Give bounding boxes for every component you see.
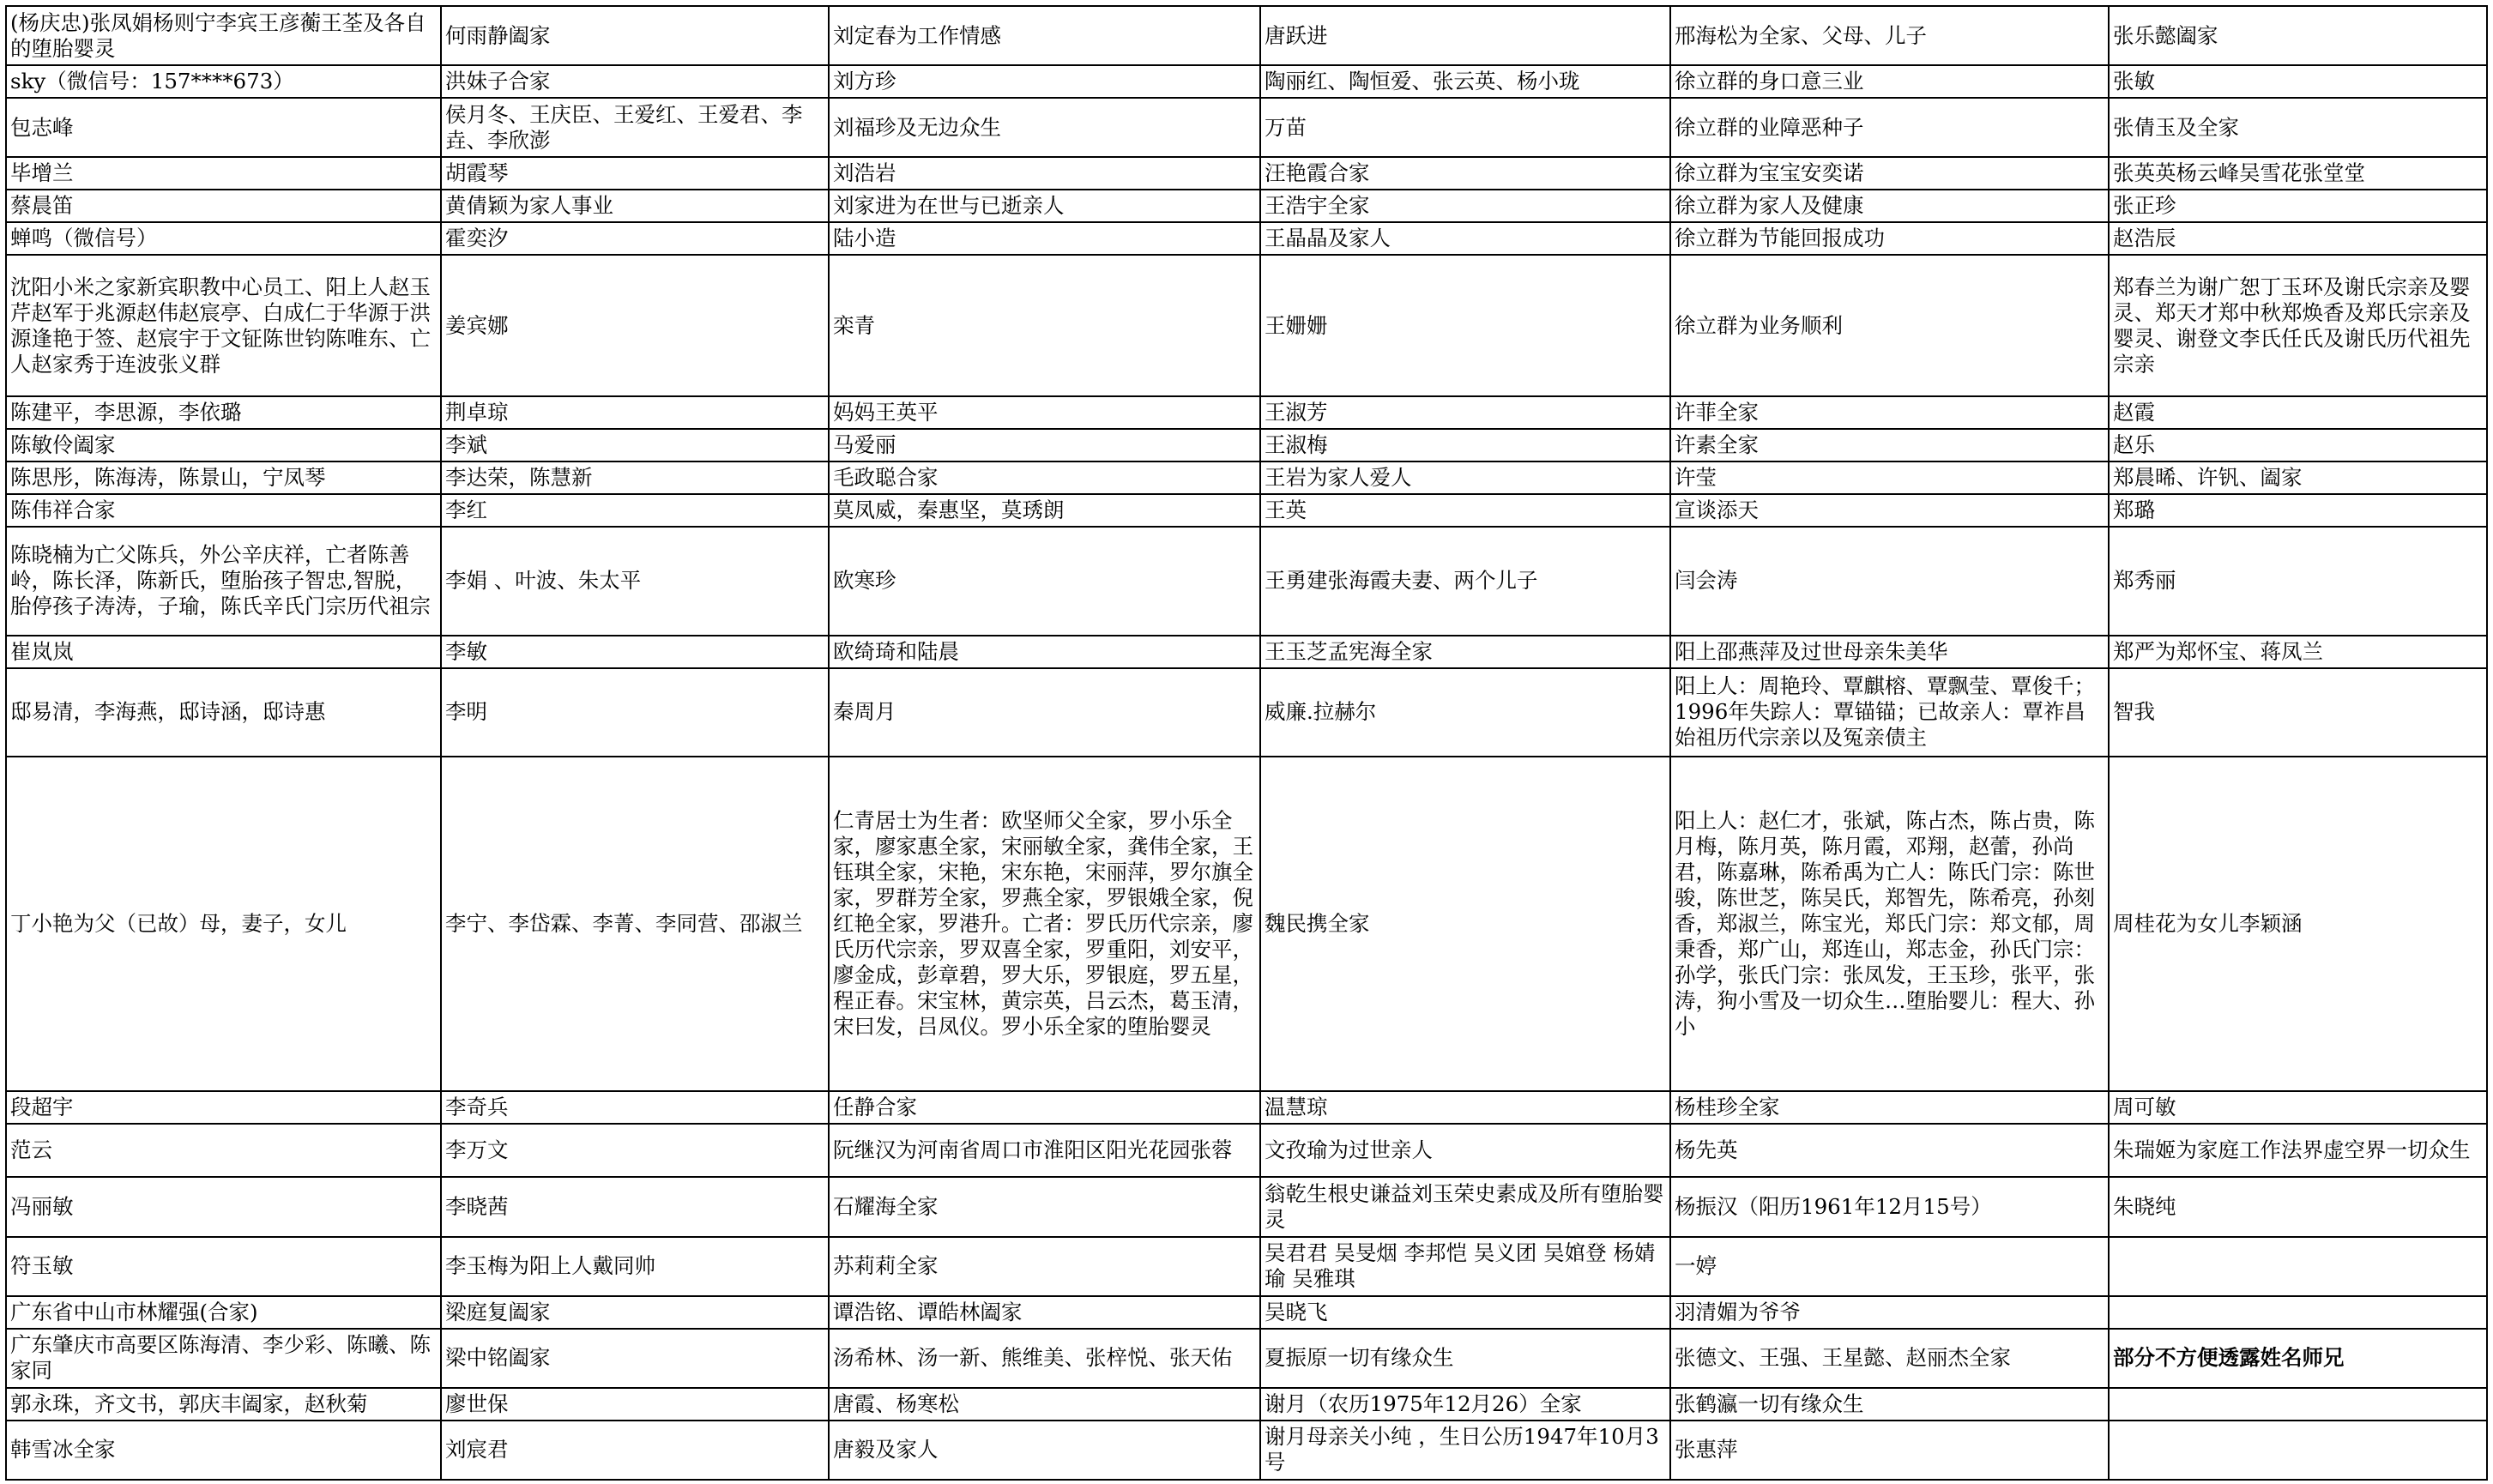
table-cell: 何雨静阖家 [441, 6, 829, 65]
table-cell: 徐立群为家人及健康 [1670, 190, 2109, 222]
table-cell: 广东肇庆市高要区陈海清、李少彩、陈曦、陈家同 [6, 1329, 441, 1388]
table-row [6, 157, 2487, 190]
table-cell: 徐立群为宝宝安奕诺 [1670, 157, 2109, 190]
table-cell: 仁青居士为生者：欧坚师父全家，罗小乐全家，廖家惠全家，宋丽敏全家，龚伟全家，王钰琪全家，宋艳，宋东艳，宋丽萍，罗尔旗全家，罗群芳全家，罗燕全家，罗银娥全家，倪红艳全家，罗港升。亡者：罗氏历代宗亲，廖氏历代宗亲，罗双喜全家，罗重阳，刘安平，廖金成，彭章碧，罗大乐，罗银庭，罗五星，程正春。宋宝林，黄宗英，吕云杰，葛玉清，宋曰发，吕凤仪。罗小乐全家的堕胎婴灵 [829, 757, 1260, 1091]
table-cell: 霍奕汐 [441, 222, 829, 255]
table-cell: 李万文 [441, 1124, 829, 1177]
table-cell: 郭永珠，齐文书，郭庆丰阖家，赵秋菊 [6, 1388, 441, 1421]
table-cell: 郑秀丽 [2109, 527, 2487, 636]
table-cell: 赵霞 [2109, 396, 2487, 429]
table-cell: 王姗姗 [1260, 255, 1670, 396]
table-cell: 朱晓纯 [2109, 1177, 2487, 1236]
table-cell: 石耀海全家 [829, 1177, 1260, 1236]
table-cell: 夏振原一切有缘众生 [1260, 1329, 1670, 1388]
table-cell: 文孜瑜为过世亲人 [1260, 1124, 1670, 1177]
table-cell: 荆卓琼 [441, 396, 829, 429]
table-cell: sky（微信号：157****673） [6, 65, 441, 98]
table-cell: 范云 [6, 1124, 441, 1177]
names-table-body [6, 6, 2487, 1480]
table-cell: 郑严为郑怀宝、蒋凤兰 [2109, 636, 2487, 668]
table-cell: 包志峰 [6, 98, 441, 157]
table-cell: 沈阳小米之家新宾职教中心员工、阳上人赵玉芹赵军于兆源赵伟赵宸亭、白成仁于华源于洪源逢艳于签、赵宸宇于文钲陈世钧陈唯东、亡人赵家秀于连波张义群 [6, 255, 441, 396]
table-cell: 莫凤威，秦惠坚，莫琇朗 [829, 494, 1260, 527]
table-cell: 栾青 [829, 255, 1260, 396]
table-row [6, 255, 2487, 396]
table-cell: 张英英杨云峰吴雪花张堂堂 [2109, 157, 2487, 190]
table-cell [2109, 1296, 2487, 1329]
table-cell: 郑璐 [2109, 494, 2487, 527]
table-row [6, 1421, 2487, 1480]
table-cell: (杨庆忠)张凤娟杨则宁李宾王彦蘅王荃及各自的堕胎婴灵 [6, 6, 441, 65]
table-cell [2109, 1388, 2487, 1421]
table-cell: 张倩玉及全家 [2109, 98, 2487, 157]
table-cell: 吴晓飞 [1260, 1296, 1670, 1329]
table-cell: 万苗 [1260, 98, 1670, 157]
table-cell: 周桂花为女儿李颖涵 [2109, 757, 2487, 1091]
table-cell: 王勇建张海霞夫妻、两个儿子 [1260, 527, 1670, 636]
table-cell: 胡霞琴 [441, 157, 829, 190]
table-cell: 王淑梅 [1260, 429, 1670, 461]
table-cell: 赵乐 [2109, 429, 2487, 461]
table-cell: 梁庭复阖家 [441, 1296, 829, 1329]
table-cell: 李达荣，陈慧新 [441, 461, 829, 494]
table-cell: 陈晓楠为亡父陈兵，外公辛庆祥，亡者陈善岭，陈长泽，陈新氏，堕胎孩子智忠,智脱，胎停孩子涛涛，子瑜，陈氏辛氏门宗历代祖宗 [6, 527, 441, 636]
table-cell: 李娟 、叶波、朱太平 [441, 527, 829, 636]
table-cell: 杨振汉（阳历1961年12月15号） [1670, 1177, 2109, 1236]
table-cell: 朱瑞姬为家庭工作法界虚空界一切众生 [2109, 1124, 2487, 1177]
table-cell: 韩雪冰全家 [6, 1421, 441, 1480]
table-cell: 赵浩辰 [2109, 222, 2487, 255]
table-cell: 梁中铭阖家 [441, 1329, 829, 1388]
table-cell: 许素全家 [1670, 429, 2109, 461]
table-cell: 刘宸君 [441, 1421, 829, 1480]
table-row [6, 1177, 2487, 1236]
table-cell: 羽清媚为爷爷 [1670, 1296, 2109, 1329]
table-cell [2109, 1421, 2487, 1480]
table-row [6, 494, 2487, 527]
table-cell: 毛政聪合家 [829, 461, 1260, 494]
table-cell: 徐立群为节能回报成功 [1670, 222, 2109, 255]
table-cell: 广东省中山市林耀强(合家) [6, 1296, 441, 1329]
table-cell: 邸易清，李海燕，邸诗涵，邸诗惠 [6, 668, 441, 757]
table-cell: 一婷 [1670, 1237, 2109, 1296]
table-cell: 温慧琼 [1260, 1091, 1670, 1124]
table-cell: 符玉敏 [6, 1237, 441, 1296]
table-row [6, 429, 2487, 461]
table-cell: 唐跃进 [1260, 6, 1670, 65]
table-row [6, 190, 2487, 222]
table-cell: 陈思彤，陈海涛，陈景山，宁凤琴 [6, 461, 441, 494]
table-cell: 阳上人：周艳玲、覃麒榕、覃飘莹、覃俊千；1996年失踪人：覃锚锚；已故亲人：覃祚昌始祖历代宗亲以及冤亲债主 [1670, 668, 2109, 757]
table-cell: 陈敏伶阖家 [6, 429, 441, 461]
table-cell: 智我 [2109, 668, 2487, 757]
table-cell: 廖世保 [441, 1388, 829, 1421]
table-cell: 宣谈添天 [1670, 494, 2109, 527]
table-cell: 阳上邵燕萍及过世母亲朱美华 [1670, 636, 2109, 668]
table-cell: 欧绮琦和陆晨 [829, 636, 1260, 668]
table-cell: 姜宾娜 [441, 255, 829, 396]
table-cell: 吴君君 吴旻烟 李邦恺 吴义团 吴婠登 杨婧瑜 吴雅琪 [1260, 1237, 1670, 1296]
table-cell: 冯丽敏 [6, 1177, 441, 1236]
table-cell: 张德文、王强、王星懿、赵丽杰全家 [1670, 1329, 2109, 1388]
table-cell: 蔡晨笛 [6, 190, 441, 222]
table-cell: 苏莉莉全家 [829, 1237, 1260, 1296]
table-cell: 李晓茜 [441, 1177, 829, 1236]
table-cell: 威廉.拉赫尔 [1260, 668, 1670, 757]
table-cell: 陆小造 [829, 222, 1260, 255]
table-cell: 谢月母亲关小纯 ，生日公历1947年10月3号 [1260, 1421, 1670, 1480]
table-cell: 毕增兰 [6, 157, 441, 190]
table-cell: 谭浩铭、谭皓林阖家 [829, 1296, 1260, 1329]
table-cell: 洪妹子合家 [441, 65, 829, 98]
table-cell: 谢月（农历1975年12月26）全家 [1260, 1388, 1670, 1421]
table-cell: 马爱丽 [829, 429, 1260, 461]
table-cell: 徐立群的业障恶种子 [1670, 98, 2109, 157]
table-cell: 徐立群为业务顺利 [1670, 255, 2109, 396]
table-cell: 徐立群的身口意三业 [1670, 65, 2109, 98]
table-cell: 周可敏 [2109, 1091, 2487, 1124]
table-cell: 刘定春为工作情感 [829, 6, 1260, 65]
table-cell: 张乐懿阖家 [2109, 6, 2487, 65]
table-cell: 张正珍 [2109, 190, 2487, 222]
table-cell: 刘浩岩 [829, 157, 1260, 190]
table-cell: 杨桂珍全家 [1670, 1091, 2109, 1124]
table-cell: 段超宇 [6, 1091, 441, 1124]
table-row [6, 222, 2487, 255]
table-cell: 汤希林、汤一新、熊维美、张梓悦、张天佑 [829, 1329, 1260, 1388]
table-cell: 蝉鸣（微信号） [6, 222, 441, 255]
table-cell: 刘方珍 [829, 65, 1260, 98]
table-cell: 张鹤瀛一切有缘众生 [1670, 1388, 2109, 1421]
table-cell: 丁小艳为父（已故）母，妻子，女儿 [6, 757, 441, 1091]
table-cell: 李斌 [441, 429, 829, 461]
table-cell: 李宁、李岱霖、李菁、李同营、邵淑兰 [441, 757, 829, 1091]
table-row [6, 1329, 2487, 1388]
table-cell: 王玉芝孟宪海全家 [1260, 636, 1670, 668]
table-cell: 邢海松为全家、父母、儿子 [1670, 6, 2109, 65]
table-row [6, 636, 2487, 668]
table-cell: 陶丽红、陶恒爱、张云英、杨小珑 [1260, 65, 1670, 98]
table-cell [2109, 1237, 2487, 1296]
table-cell: 唐霞、杨寒松 [829, 1388, 1260, 1421]
table-row [6, 396, 2487, 429]
table-cell: 王岩为家人爱人 [1260, 461, 1670, 494]
table-cell: 王浩宇全家 [1260, 190, 1670, 222]
table-row [6, 65, 2487, 98]
table-cell: 张惠萍 [1670, 1421, 2109, 1480]
table-row [6, 527, 2487, 636]
table-cell: 妈妈王英平 [829, 396, 1260, 429]
table-cell: 任静合家 [829, 1091, 1260, 1124]
table-cell: 刘福珍及无边众生 [829, 98, 1260, 157]
table-cell: 张敏 [2109, 65, 2487, 98]
table-cell: 陈伟祥合家 [6, 494, 441, 527]
table-cell: 许莹 [1670, 461, 2109, 494]
table-cell: 崔岚岚 [6, 636, 441, 668]
table-cell: 唐毅及家人 [829, 1421, 1260, 1480]
table-row [6, 1124, 2487, 1177]
table-cell: 王淑芳 [1260, 396, 1670, 429]
table-row [6, 6, 2487, 65]
table-cell: 李玉梅为阳上人戴同帅 [441, 1237, 829, 1296]
table-cell: 阳上人：赵仁才，张斌，陈占杰，陈占贵，陈月梅，陈月英，陈月霞，邓翔，赵蕾，孙尚君，陈嘉琳，陈希禹为亡人：陈氏门宗：陈世骏，陈世芝，陈吴氏，郑智先，陈希亮，孙刻香，郑淑兰，陈宝光，郑氏门宗：郑文郁，周秉香，郑广山，郑连山，郑志金，孙氏门宗：孙学，张氏门宗：张凤发，王玉珍，张平，张涛，狗小雪及一切众生…堕胎婴儿：程大、孙小 [1670, 757, 2109, 1091]
table-cell: 李敏 [441, 636, 829, 668]
table-cell: 部分不方便透露姓名师兄 [2109, 1329, 2487, 1388]
table-cell: 侯月冬、王庆臣、王爱红、王爱君、李垚、李欣澎 [441, 98, 829, 157]
table-cell: 郑晨晞、许钒、阖家 [2109, 461, 2487, 494]
table-cell: 魏民携全家 [1260, 757, 1670, 1091]
table-cell: 欧寒珍 [829, 527, 1260, 636]
table-cell: 阮继汉为河南省周口市淮阳区阳光花园张蓉 [829, 1124, 1260, 1177]
table-row [6, 757, 2487, 1091]
table-row [6, 668, 2487, 757]
table-cell: 翁乾生根史谦益刘玉荣史素成及所有堕胎婴灵 [1260, 1177, 1670, 1236]
table-cell: 汪艳霞合家 [1260, 157, 1670, 190]
table-cell: 李红 [441, 494, 829, 527]
table-row [6, 461, 2487, 494]
table-row [6, 98, 2487, 157]
table-cell: 陈建平，李思源，李依璐 [6, 396, 441, 429]
table-cell: 闫会涛 [1670, 527, 2109, 636]
table-row [6, 1388, 2487, 1421]
names-table [5, 5, 2488, 1481]
table-cell: 郑春兰为谢广恕丁玉环及谢氏宗亲及婴灵、郑天才郑中秋郑焕香及郑氏宗亲及婴灵、谢登文李氏任氏及谢氏历代祖先宗亲 [2109, 255, 2487, 396]
table-cell: 刘家进为在世与已逝亲人 [829, 190, 1260, 222]
table-row [6, 1296, 2487, 1329]
table-cell: 秦周月 [829, 668, 1260, 757]
table-row [6, 1091, 2487, 1124]
table-cell: 许菲全家 [1670, 396, 2109, 429]
table-cell: 李明 [441, 668, 829, 757]
table-cell: 王英 [1260, 494, 1670, 527]
table-cell: 王晶晶及家人 [1260, 222, 1670, 255]
table-cell: 黄倩颖为家人事业 [441, 190, 829, 222]
table-cell: 杨先英 [1670, 1124, 2109, 1177]
table-row [6, 1237, 2487, 1296]
table-cell: 李奇兵 [441, 1091, 829, 1124]
